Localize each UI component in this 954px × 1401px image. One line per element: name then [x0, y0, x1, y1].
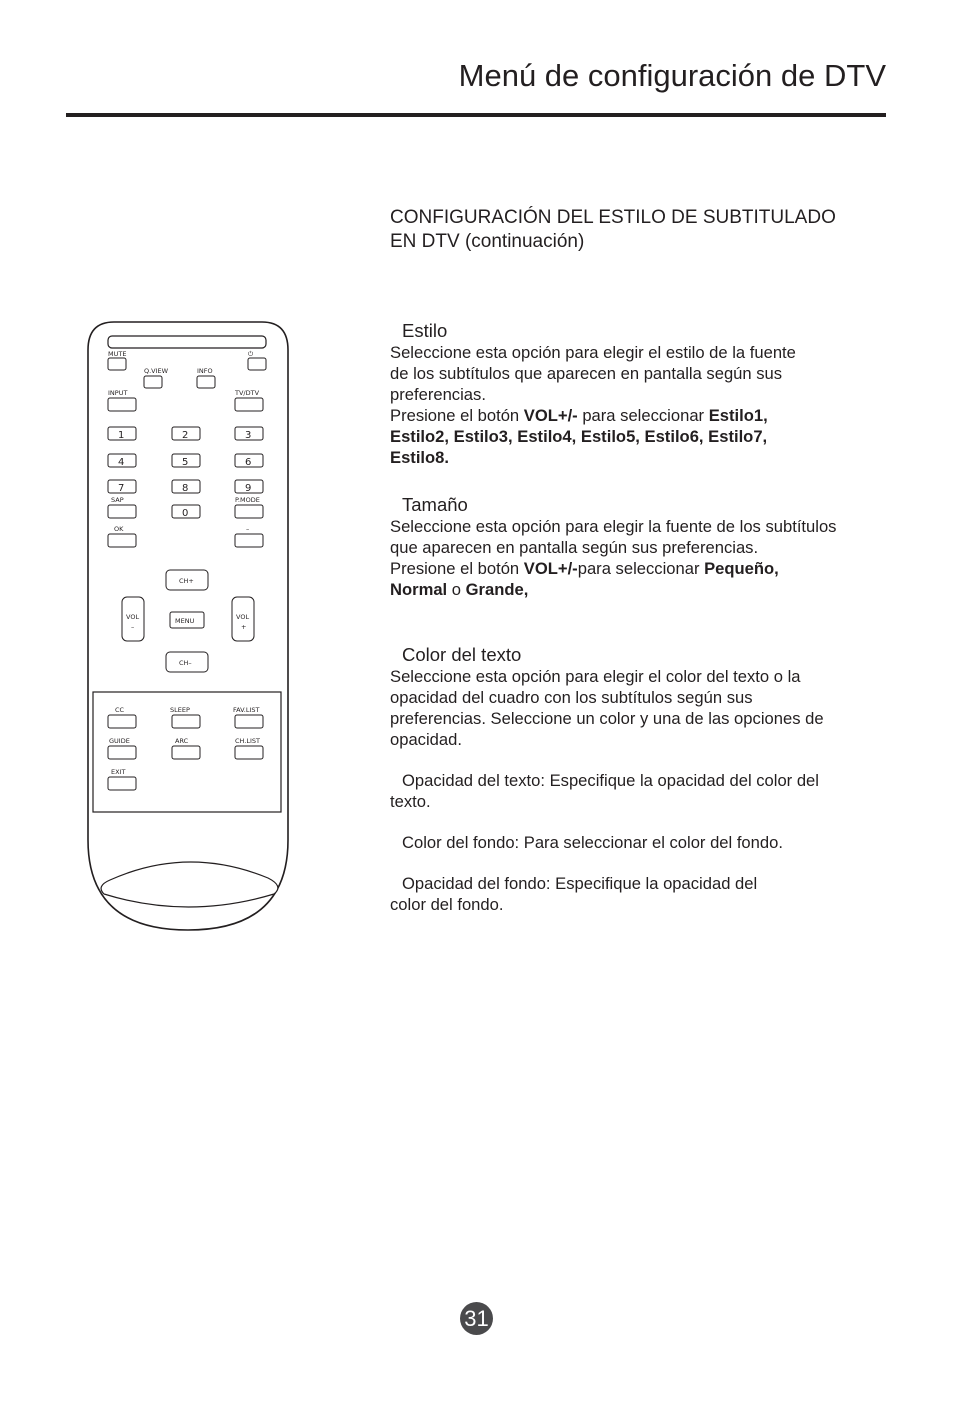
menu-label: MENU	[175, 617, 195, 625]
mute-button[interactable]	[108, 358, 126, 370]
estilo-description	[390, 342, 900, 468]
color-texto-line2: opacidad del cuadro con los subtítulos según sus	[390, 688, 753, 707]
num-2-label: 2	[182, 430, 189, 441]
sleep-label: SLEEP	[170, 706, 190, 714]
mute-label: MUTE	[108, 350, 127, 358]
arc-button[interactable]	[172, 746, 200, 759]
color-texto-description	[390, 666, 900, 750]
color-fondo-item	[390, 832, 900, 853]
info-label: INFO	[197, 367, 213, 375]
qview-label: Q.VIEW	[144, 367, 169, 375]
sleep-button[interactable]	[172, 715, 200, 728]
guide-label: GUIDE	[109, 737, 130, 745]
pmode-button[interactable]	[235, 505, 263, 518]
tamano-line1: Seleccione esta opción para elegir la fuente de los subtítulos	[390, 517, 837, 536]
cc-button[interactable]	[108, 715, 136, 728]
color-texto-line4: opacidad.	[390, 730, 462, 749]
color-fondo-text: Color del fondo: Para seleccionar el color del fondo.	[402, 833, 783, 852]
num-6-label: 6	[245, 457, 252, 468]
estilo-line2: de los subtítulos que aparecen en pantalla según sus	[390, 364, 783, 383]
vol-up-sign: +	[241, 623, 247, 631]
title-rule	[66, 113, 886, 117]
page-title: Menú de configuración de DTV	[458, 58, 886, 93]
power-label: ⏻	[248, 350, 254, 358]
chlist-label: CH.LIST	[235, 737, 261, 745]
ok-label: OK	[114, 525, 124, 533]
cc-label: CC	[115, 706, 125, 714]
num-3-label: 3	[245, 430, 252, 441]
tamano-option-pequeno: Pequeño,	[704, 559, 779, 578]
tamano-heading: Tamaño	[402, 494, 468, 515]
remote-control-illustration	[84, 320, 292, 932]
estilo-press-button: VOL+/-	[523, 406, 578, 425]
tvdtv-label: TV/DTV	[235, 389, 260, 397]
sap-label: SAP	[111, 496, 124, 504]
dash-label: –	[246, 525, 250, 533]
tamano-press-button: VOL+/-	[523, 559, 578, 578]
arc-label: ARC	[175, 737, 189, 745]
power-button[interactable]	[248, 358, 266, 370]
favlist-button[interactable]	[235, 715, 263, 728]
ok-button[interactable]	[108, 534, 136, 547]
dash-button[interactable]	[235, 534, 263, 547]
estilo-line1: Seleccione esta opción para elegir el estilo de la fuente	[390, 343, 796, 362]
num-1-label: 1	[118, 430, 125, 441]
opacidad-fondo-line2: color del fondo.	[390, 895, 504, 914]
page-number-badge: 31	[460, 1302, 493, 1335]
estilo-options-1: Estilo1,	[708, 406, 768, 425]
opacidad-texto-line1: Opacidad del texto: Especifique la opacidad del color del	[402, 771, 819, 790]
vol-up-label: VOL	[236, 613, 250, 621]
pmode-label: P.MODE	[235, 496, 260, 504]
exit-label: EXIT	[111, 768, 126, 776]
estilo-options-3: Estilo8.	[390, 448, 450, 467]
estilo-block	[390, 320, 900, 468]
guide-button[interactable]	[108, 746, 136, 759]
tamano-description	[390, 516, 900, 600]
ch-up-label: CH+	[179, 577, 194, 585]
chlist-button[interactable]	[235, 746, 263, 759]
ch-down-label: CH–	[179, 659, 192, 667]
remote-control-drawing	[84, 320, 292, 932]
tamano-option-grande: Grande,	[465, 580, 529, 599]
sap-button[interactable]	[108, 505, 136, 518]
vol-down-label: VOL	[126, 613, 140, 621]
num-9-label: 9	[245, 483, 252, 494]
vol-down-sign: –	[131, 623, 135, 631]
tamano-option-normal: Normal	[390, 580, 448, 599]
color-texto-line3: preferencias. Seleccione un color y una de las opciones de	[390, 709, 824, 728]
input-label: INPUT	[108, 389, 128, 397]
num-0-label: 0	[182, 508, 189, 519]
estilo-heading: Estilo	[402, 320, 448, 341]
color-texto-heading: Color del texto	[402, 644, 522, 665]
estilo-options-2: Estilo2, Estilo3, Estilo4, Estilo5, Estilo6, Estilo7,	[390, 427, 768, 446]
favlist-label: FAV.LIST	[233, 706, 260, 714]
color-texto-block	[390, 644, 900, 750]
opacidad-texto-item	[390, 770, 900, 812]
tvdtv-button[interactable]	[235, 398, 263, 411]
exit-button[interactable]	[108, 777, 136, 790]
num-4-label: 4	[118, 457, 125, 468]
tamano-block	[390, 494, 900, 600]
opacidad-fondo-line1: Opacidad del fondo: Especifique la opacidad del	[402, 874, 758, 893]
opacidad-texto-line2: texto.	[390, 792, 431, 811]
tamano-press-mid: para seleccionar	[577, 559, 705, 578]
estilo-press-prefix: Presione el botón	[390, 406, 524, 425]
tamano-conjunction: o	[447, 580, 466, 599]
opacidad-fondo-item	[390, 873, 900, 915]
estilo-line3: preferencias.	[390, 385, 486, 404]
tamano-press-prefix: Presione el botón	[390, 559, 524, 578]
section-heading-line1: CONFIGURACIÓN DEL ESTILO DE SUBTITULADO	[390, 207, 836, 228]
qview-button[interactable]	[144, 376, 162, 388]
tamano-line2: que aparecen en pantalla según sus preferencias.	[390, 538, 759, 557]
num-5-label: 5	[182, 457, 189, 468]
input-button[interactable]	[108, 398, 136, 411]
num-8-label: 8	[182, 483, 189, 494]
remote-ir-window	[108, 336, 266, 348]
info-button[interactable]	[197, 376, 215, 388]
section-heading-line2: EN DTV (continuación)	[390, 231, 585, 252]
estilo-press-mid: para seleccionar	[577, 406, 709, 425]
content-column	[390, 206, 900, 935]
color-texto-line1: Seleccione esta opción para elegir el color del texto o la	[390, 667, 801, 686]
num-7-label: 7	[118, 483, 125, 494]
section-heading	[390, 206, 900, 254]
